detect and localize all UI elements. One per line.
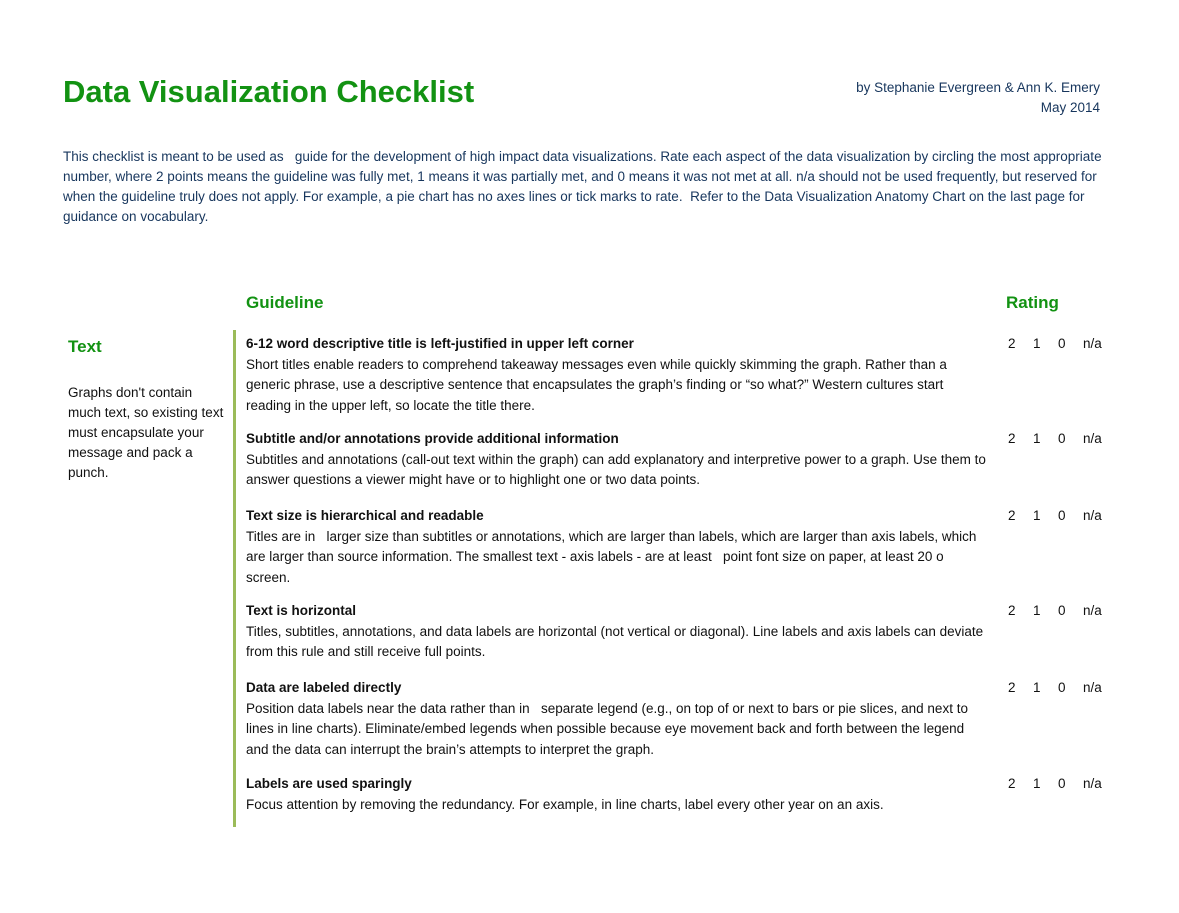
rating-option-na: n/a xyxy=(1083,431,1102,446)
rating-option-na: n/a xyxy=(1083,336,1102,351)
rating-option-2: 2 xyxy=(1008,680,1016,695)
rating-option-1: 1 xyxy=(1033,776,1041,791)
rating-column-header: Rating xyxy=(1006,293,1059,312)
rating-option-2: 2 xyxy=(1008,508,1016,523)
intro-paragraph: This checklist is meant to be used as guide for the development of high impact data visualizations. Rate each aspect of the data visualization by circling the most appropriate number, where 2 points means the guideline was fully met, 1 means it was partially met, and 0 means it was not met at all. n/a should not be used frequently, but reserved for when the guideline truly does not apply. For example, a pie chart has no axes lines or tick marks to rate. Refer to the Data Visualization Anatomy Chart on the last page for guidance on vocabulary. xyxy=(63,149,1106,224)
item-description: Position data labels near the data rather than in separate legend (e.g., on top of or next to bars or pie slices, and next to lines in line charts). Eliminate/embed legends when possible because eye movement back and forth between the legend and the data can interrupt the brain’s attempts to interpret the graph. xyxy=(246,700,972,757)
rating-option-2: 2 xyxy=(1008,776,1016,791)
rating-row xyxy=(1008,680,1102,695)
checklist-item xyxy=(246,774,986,815)
checklist-item xyxy=(246,429,990,491)
rating-option-0: 0 xyxy=(1058,431,1066,446)
rating-row xyxy=(1008,431,1102,446)
byline xyxy=(740,78,1100,118)
rating-option-1: 1 xyxy=(1033,603,1041,618)
item-title: Data are labeled directly xyxy=(246,680,402,695)
rating-option-1: 1 xyxy=(1033,508,1041,523)
rating-option-na: n/a xyxy=(1083,603,1102,618)
rating-option-2: 2 xyxy=(1008,431,1016,446)
rating-option-0: 0 xyxy=(1058,776,1066,791)
rating-option-2: 2 xyxy=(1008,603,1016,618)
rating-option-0: 0 xyxy=(1058,508,1066,523)
rating-row xyxy=(1008,603,1102,618)
section-divider-line xyxy=(233,330,236,827)
rating-option-1: 1 xyxy=(1033,680,1041,695)
item-description: Short titles enable readers to comprehend takeaway messages even while quickly skimming the graph. Rather than a generic phrase, use a descriptive sentence that encapsulates the graph’s finding or “so what?” Western cultures start reading in the upper left, so locate the title there. xyxy=(246,356,951,413)
rating-option-0: 0 xyxy=(1058,336,1066,351)
sidebar-section-label: Text xyxy=(68,337,102,356)
checklist-item xyxy=(246,678,986,760)
item-description: Titles, subtitles, annotations, and data labels are horizontal (not vertical or diagonal). Line labels and axis labels can deviate from this rule and still receive full points. xyxy=(246,623,987,659)
checklist-item xyxy=(246,506,986,588)
sidebar-section-description: Graphs don't contain much text, so existing text must encapsulate your message and pack a punch. xyxy=(68,385,224,480)
item-title: Subtitle and/or annotations provide additional information xyxy=(246,431,619,446)
byline-authors: by Stephanie Evergreen & Ann K. Emery xyxy=(856,80,1100,95)
rating-row xyxy=(1008,508,1102,523)
rating-option-na: n/a xyxy=(1083,776,1102,791)
rating-option-1: 1 xyxy=(1033,431,1041,446)
item-description: Subtitles and annotations (call-out text within the graph) can add explanatory and interpretive power to a graph. Use them to answer questions a viewer might have or to highlight one or two data points. xyxy=(246,451,990,487)
rating-option-2: 2 xyxy=(1008,336,1016,351)
item-title: Text size is hierarchical and readable xyxy=(246,508,484,523)
rating-option-0: 0 xyxy=(1058,603,1066,618)
item-description: Focus attention by removing the redundancy. For example, in line charts, label every other year on an axis. xyxy=(246,796,884,812)
rating-option-1: 1 xyxy=(1033,336,1041,351)
rating-option-na: n/a xyxy=(1083,508,1102,523)
rating-row xyxy=(1008,336,1102,351)
rating-option-na: n/a xyxy=(1083,680,1102,695)
rating-row xyxy=(1008,776,1102,791)
page-title: Data Visualization Checklist xyxy=(63,74,475,109)
checklist-item xyxy=(246,334,986,416)
item-title: Labels are used sparingly xyxy=(246,776,412,791)
byline-date: May 2014 xyxy=(1040,100,1100,115)
item-title: Text is horizontal xyxy=(246,603,357,618)
rating-option-0: 0 xyxy=(1058,680,1066,695)
item-title: 6-12 word descriptive title is left-justified in upper left corner xyxy=(246,336,634,351)
guideline-column-header: Guideline xyxy=(246,293,324,312)
item-description: Titles are in larger size than subtitles or annotations, which are larger than labels, which are larger than axis labels, which are larger than source information. The smallest text - axis labels - are at least point font size on paper, at least 20 o screen. xyxy=(246,528,981,585)
checklist-item xyxy=(246,601,986,663)
